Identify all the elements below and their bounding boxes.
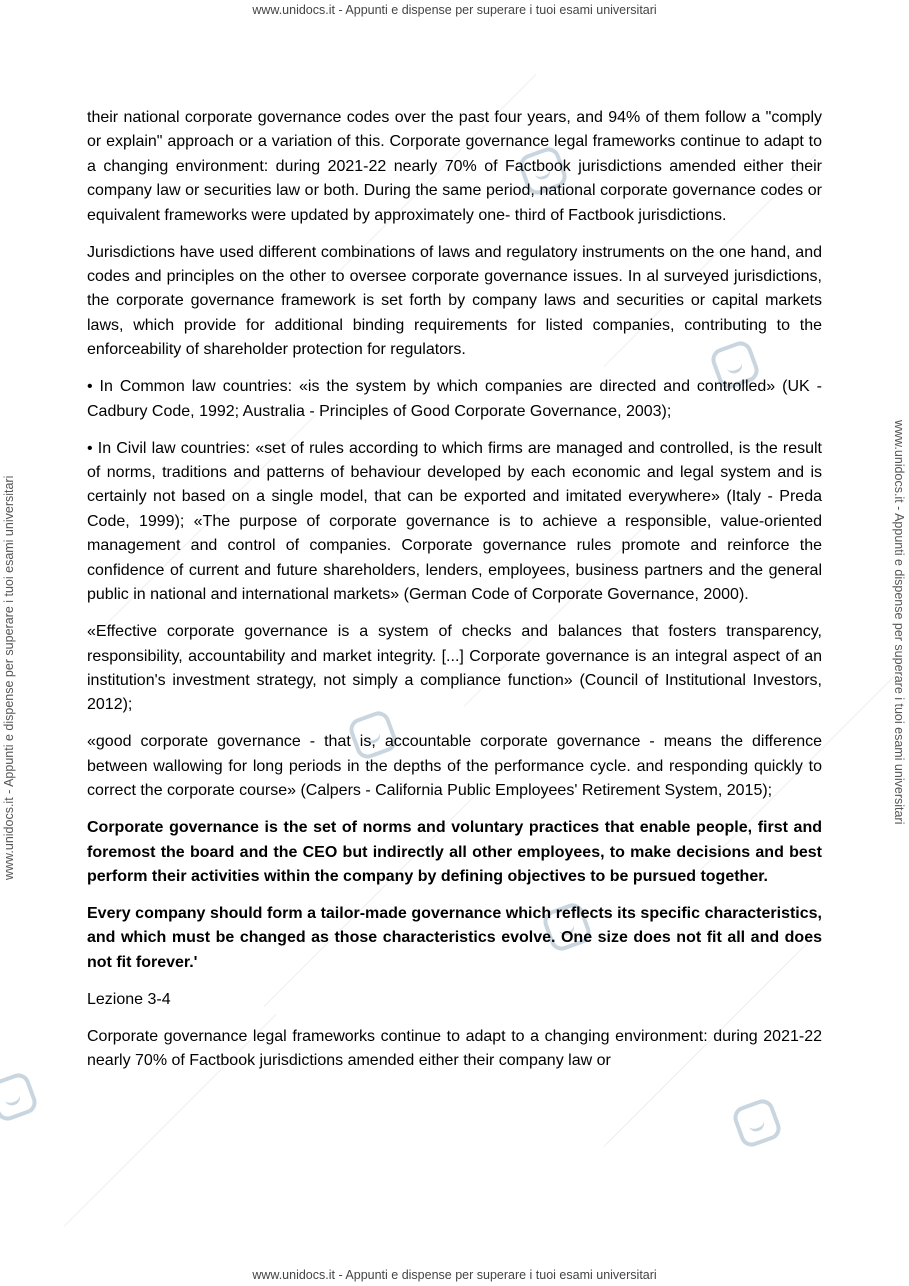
watermark-side-left: www.unidocs.it - Appunti e dispense per superare i tuoi esami universitari bbox=[2, 475, 16, 880]
paragraph: their national corporate governance codes over the past four years, and 94% of them follow a "comply or explain" approach or a variation of this. Corporate governance legal frameworks continue to adapt to a changing environment: during 2021-22 nearly 70% of Factbook jurisdictions amended either their company law or securities law or both. During the same period, national corporate governance codes or equivalent frameworks were updated by approximately one- third of Factbook jurisdictions. bbox=[87, 109, 822, 224]
quote-paragraph: «Effective corporate governance is a system of checks and balances that fosters transparency, responsibility, accountability and market integrity. [...] Corporate governance is an integral aspect of an institution's investment strategy, not simply a compliance function» (Council of Institutional Investors, 2012); bbox=[87, 623, 822, 714]
watermark-footer: www.unidocs.it - Appunti e dispense per superare i tuoi esami universitari bbox=[252, 1268, 657, 1282]
watermark-side-right: www.unidocs.it - Appunti e dispense per superare i tuoi esami universitari bbox=[892, 420, 906, 825]
quote-paragraph: «good corporate governance - that is, accountable corporate governance - means the difference between wallowing for long periods in the depths of the performance cycle. and responding quickly to correct the corporate course» (Calpers - California Public Employees' Retirement System, 2015); bbox=[87, 733, 822, 800]
paragraph: Corporate governance legal frameworks continue to adapt to a changing environment: during 2021-22 nearly 70% of Factbook jurisdictions amended either their company law or bbox=[87, 1027, 822, 1070]
watermark-logo-icon bbox=[730, 1096, 784, 1150]
paragraph: Jurisdictions have used different combinations of laws and regulatory instruments on the one hand, and codes and principles on the other to oversee corporate governance issues. In al surveyed jurisdictions, the corporate governance framework is set forth by company laws and securities or capital markets laws, which provide for additional binding requirements for listed companies, contributing to the enforceability of shareholder protection for regulators. bbox=[87, 243, 822, 359]
watermark-logo-icon bbox=[0, 1070, 40, 1124]
bold-definition-paragraph: Corporate governance is the set of norms and voluntary practices that enable people, first and foremost the board and the CEO but indirectly all other employees, to make decisions and best perform their activities within the company by defining objectives to be pursued together. bbox=[87, 819, 822, 885]
document-body bbox=[87, 106, 822, 1086]
section-heading: Lezione 3-4 bbox=[87, 990, 171, 1008]
bullet-paragraph: • In Common law countries: «is the system by which companies are directed and controlled» (UK - Cadbury Code, 1992; Australia - Principles of Good Corporate Governance, 2003); bbox=[87, 378, 822, 420]
bold-definition-paragraph: Every company should form a tailor-made governance which reflects its specific characteristics, and which must be changed as those characteristics evolve. One size does not fit all and does not fit forever.' bbox=[87, 904, 822, 971]
watermark-header: www.unidocs.it - Appunti e dispense per superare i tuoi esami universitari bbox=[252, 3, 657, 17]
bullet-paragraph: • In Civil law countries: «set of rules according to which firms are managed and controlled, is the result of norms, traditions and patterns of behaviour developed by each economic and legal system and is certainly not based on a single model, that can be exported and imitated everywhere» (Italy - Preda Code, 1999); «The purpose of corporate governance is to achieve a responsible, value-oriented management and control of companies. Corporate governance rules promote and reinforce the confidence of current and future shareholders, lenders, employees, business partners and the general public in national and international markets» (German Code of Corporate Governance, 2000). bbox=[87, 439, 822, 604]
